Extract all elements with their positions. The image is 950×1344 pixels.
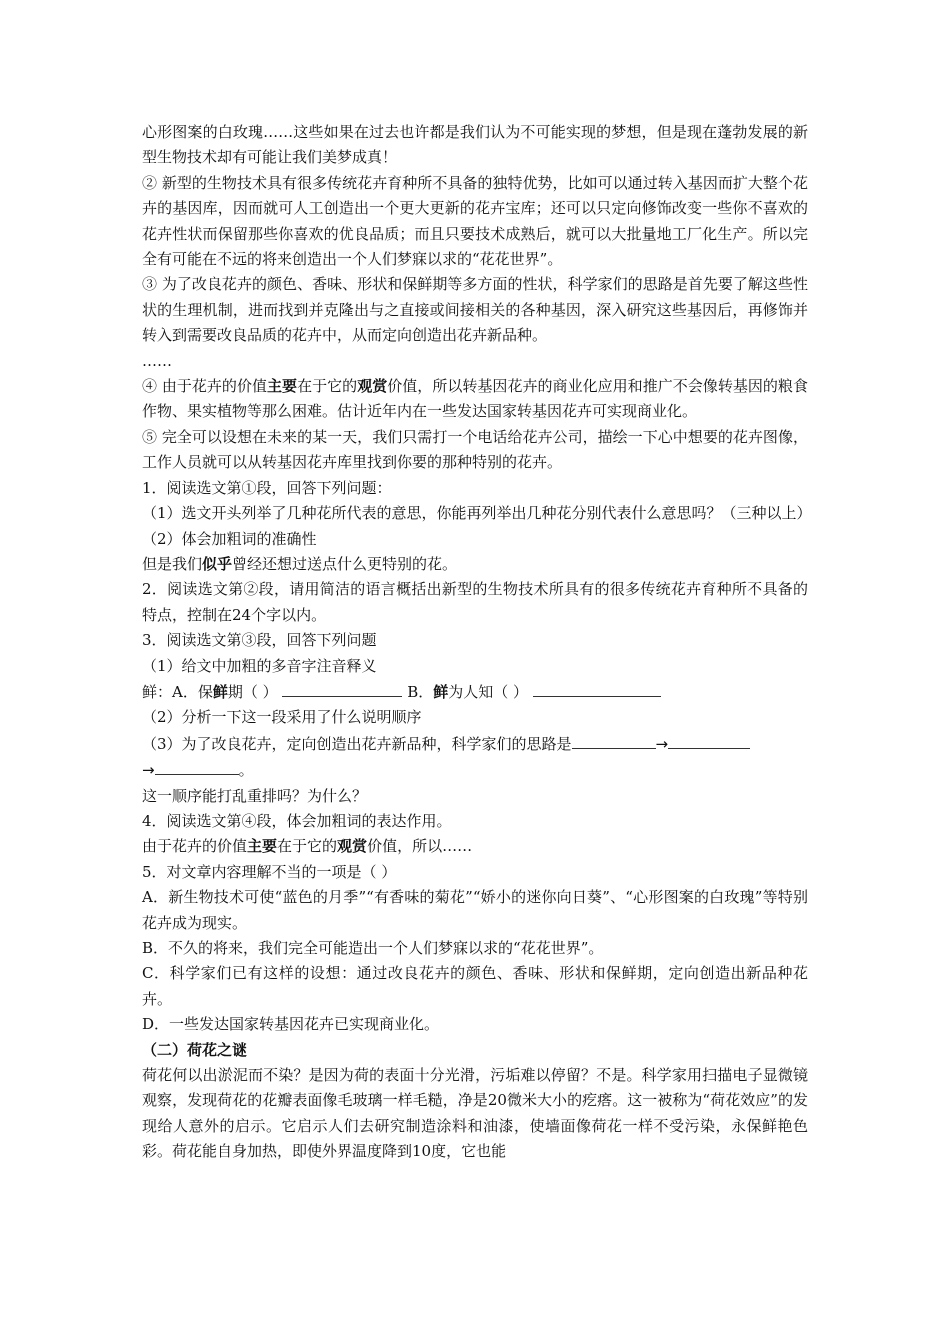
question-3-2: （2）分析一下这一段采用了什么说明顺序 [142,708,422,727]
question-2: 2．阅读选文第②段，请用简洁的语言概括出新型的生物技术所具有的很多传统花卉育种所不具备的特点，控制在24个字以内。 [142,580,808,624]
question-4: 4．阅读选文第④段，体会加粗词的表达作用。 [142,811,452,830]
bold-word-zhuyao: 主要 [247,837,278,856]
question-3-1: （1）给文中加粗的多音字注音释义 [142,656,377,675]
bold-word-sihu: 似乎 [202,554,233,573]
bold-word-guanshang: 观赏 [337,837,368,856]
sentence-text: 曾经还想过送点什么更特别的花。 [232,554,458,573]
question-3-3-follow: 这一顺序能打乱重排吗？为什么？ [142,786,368,805]
passage-paragraph-3: ③ 为了改良花卉的颜色、香味、形状和保鲜期等多方面的性状，科学家们的思路是首先要了解这些性状的生理机制，进而找到并克隆出与之直接或间接相关的各种基因，深入研究这些基因后，再修饰并转入到需要改良品质的花卉中，从而定向创造出花卉新品种。 [142,275,808,345]
question-4-sentence [142,834,808,859]
p4-text: 在于它的 [297,377,358,396]
question-1-2: （2）体会加粗词的准确性 [142,529,317,548]
option-b-text: B． [407,682,434,701]
period: 。 [238,761,254,780]
answer-blank-step-2[interactable] [668,731,750,749]
question-5-option-c: C．科学家们已有这样的设想：通过改良花卉的颜色、香味、形状和保鲜期，定向创造出新品种花卉。 [142,964,808,1008]
passage-paragraph-4 [142,374,808,425]
sentence-text: 在于它的 [277,837,338,856]
question-1-2-sentence [142,552,808,577]
answer-blank-step-3[interactable] [155,757,239,775]
section-heading-lotus: （二）荷花之谜 [142,1040,248,1059]
question-3-3-text: （3）为了改良花卉，定向创造出花卉新品种，科学家们的思路是 [142,734,572,753]
p4-text: ④ 由于花卉的价值 [142,377,268,396]
bold-word-zhuyao: 主要 [267,377,298,396]
bold-char-xian-a: 鲜 [212,682,228,701]
question-3-1-options [142,679,808,705]
question-5-option-b: B．不久的将来，我们完全可能造出一个人们梦寐以求的“花花世界”。 [142,939,604,957]
lotus-passage: 荷花何以出淤泥而不染？是因为荷的表面十分光滑，污垢难以停留？不是。科学家用扫描电子显微镜观察，发现荷花的花瓣表面像毛玻璃一样毛糙，净是20微米大小的疙瘩。这一被称为“荷花效应”的发现给人意外的启示。它启示人们去研究制造涂料和油漆，使墙面像荷花一样不受污染，永保鲜艳色彩。荷花能自身加热，即使外界温度降到10度，它也能 [142,1066,808,1161]
answer-blank-b[interactable] [533,679,661,697]
option-b-text: 为人知（ ） [448,682,529,701]
passage-paragraph-1-tail: 心形图案的白玫瑰……这些如果在过去也许都是我们认为不可能实现的梦想，但是现在蓬勃发展的新型生物技术却有可能让我们美梦成真！ [142,123,808,167]
passage-paragraph-5: ⑤ 完全可以设想在未来的某一天，我们只需打一个电话给花卉公司，描绘一下心中想要的花卉图像，工作人员就可以从转基因花卉库里找到你要的那种特别的花卉。 [142,427,808,472]
sentence-text: 价值，所以…… [367,837,473,856]
question-3-3 [142,731,808,784]
question-3: 3．阅读选文第③段，回答下列问题 [142,631,377,650]
bold-char-xian-b: 鲜 [433,682,449,701]
option-a-text: 鲜：A．保 [142,682,213,701]
arrow-icon: → [142,761,155,780]
passage-paragraph-2: ② 新型的生物技术具有很多传统花卉育种所不具备的独特优势，比如可以通过转入基因而扩大整个花卉的基因库，因而就可人工创造出一个更大更新的花卉宝库；还可以只定向修饰改变一些你不喜欢的花卉性状而保留那些你喜欢的优良品质；而且只要技术成熟后，就可以大批量地工厂化生产。所以完全有可能在不远的将来创造出一个人们梦寐以求的“花花世界”。 [142,173,808,269]
bold-word-guanshang: 观赏 [357,377,388,396]
sentence-text: 由于花卉的价值 [142,837,248,856]
question-5-option-a: A．新生物技术可使“蓝色的月季”“有香味的菊花”“娇小的迷你向日葵”、“心形图案的白玫瑰”等特别花卉成为现实。 [142,888,808,932]
sentence-text: 但是我们 [142,554,203,573]
passage-ellipsis: …… [142,351,172,370]
answer-blank-a[interactable] [282,679,402,697]
p4-text: 价值，所以转基因花卉的商业化应用和推广不会像转基因的粮食作物、果实植物等那么困难。估计近年内在一些发达国家转基因花卉可实现商业化。 [142,377,808,421]
document-page [142,120,812,1165]
question-5: 5．对文章内容理解不当的一项是（ ） [142,862,397,881]
question-1: 1．阅读选文第①段，回答下列问题： [142,478,392,497]
question-1-1: （1）选文开头列举了几种花所代表的意思，你能再列举出几种花分别代表什么意思吗？（三种以上） [142,504,812,523]
arrow-icon: → [655,734,669,753]
answer-blank-step-1[interactable] [572,731,656,749]
option-a-text: 期（ ） [227,682,278,701]
question-5-option-d: D．一些发达国家转基因花卉已实现商业化。 [142,1015,440,1034]
